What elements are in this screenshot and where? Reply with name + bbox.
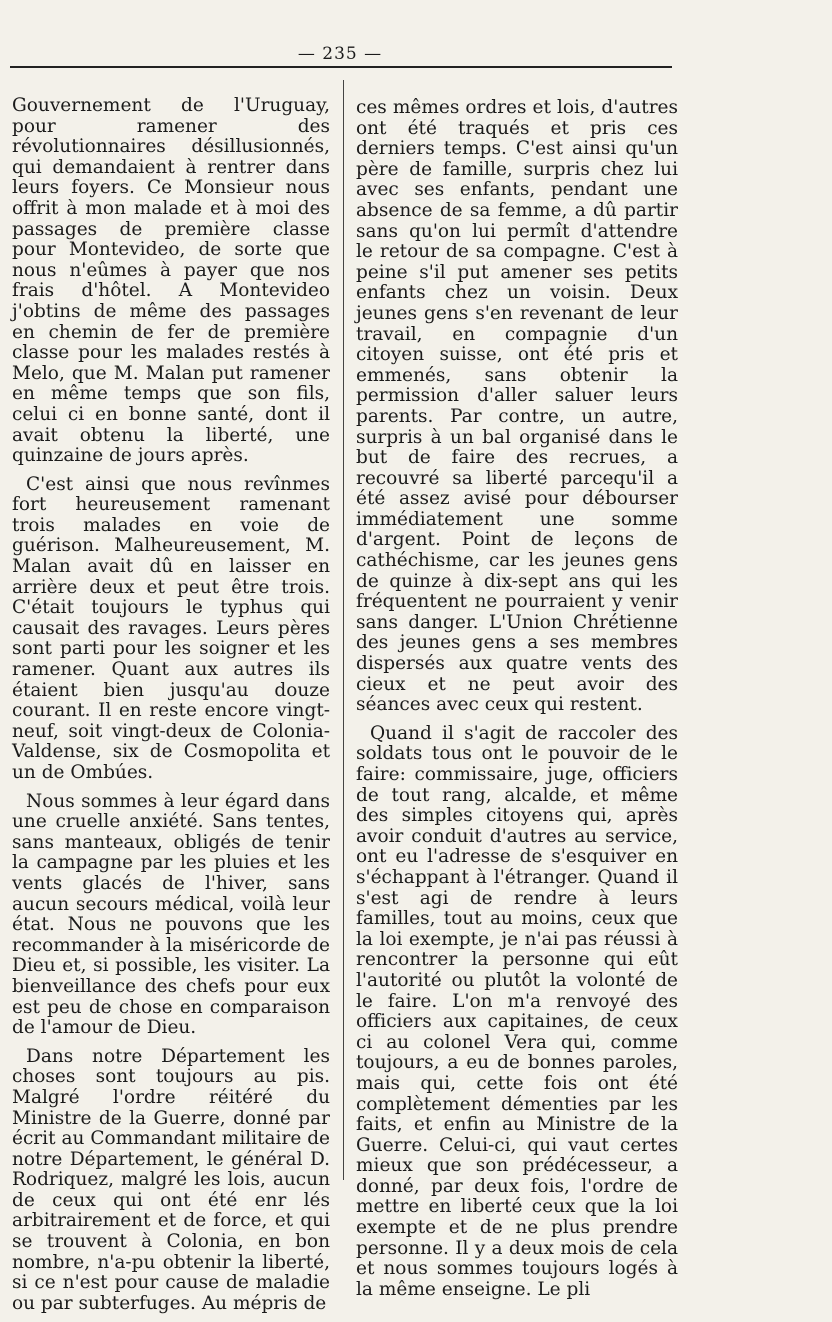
right-column: [356, 98, 678, 1308]
right-paragraph-1: ces mêmes ordres et lois, d'autres ont été traqués et pris ces derniers temps. C'est ainsi qu'un père de famille, surpris chez lui avec ses enfants, pendant une absence de sa femme, a dû partir sans qu'on lui permît d'attendre le retour de sa compagne. C'est à peine s'il put amener ses petits enfants chez un voisin. Deux jeunes gens s'en revenant de leur travail, en compagnie d'un citoyen suisse, ont été pris et emmenés, sans obtenir la permission d'aller saluer leurs parents. Par contre, un autre, surpris à un bal organisé dans le but de faire des recrues, a recouvré sa liberté parcequ'il a été assez avisé pour débourser immédiatement une somme d'argent. Point de leçons de cathéchisme, car les jeunes gens de quinze à dix-sept ans qui les fréquentent ne pourraient y venir sans danger. L'Union Chrétienne des jeunes gens a ses membres dispersés aux quatre vents des cieux et ne peut avoir des séances avec ceux qui restent.: [356, 97, 678, 716]
left-paragraph-2: C'est ainsi que nous revînmes fort heureusement ramenant trois malades en voie de guérison. Malheureusement, M. Malan avait dû en laisser en arrière deux et peut être trois. C'était toujours le typhus qui causait des ravages. Leurs pères sont parti pour les soigner et les ramener. Quant aux autres ils étaient bien jusqu'au douze courant. Il en reste encore vingt-neuf, soit vingt-deux de Colonia-Valdense, six de Cosmopolita et un de Ombúes.: [12, 473, 330, 783]
column-divider: [343, 80, 344, 1180]
left-paragraph-3: Nous sommes à leur égard dans une cruelle anxiété. Sans tentes, sans manteaux, obligés de tenir la campagne par les pluies et les vents glacés de l'hiver, sans aucun secours médical, voilà leur état. Nous ne pouvons que les recommander à la miséricorde de Dieu et, si possible, les visiter. La bienveillance des chefs pour eux est peu de chose en comparaison de l'amour de Dieu.: [12, 790, 330, 1039]
right-paragraph-2: Quand il s'agit de raccoler des soldats tous ont le pouvoir de le faire: commissaire, juge, officiers de tout rang, alcalde, et même des simples citoyens qui, après avoir conduit d'autres au service, ont eu l'adresse de s'esquiver en s'échappant à l'étranger. Quand il s'est agi de rendre à leurs familles, tout au moins, ceux que la loi exempte, je n'ai pas réussi à rencontrer la personne qui eût l'autorité ou plutôt la volonté de le faire. L'on m'a renvoyé des officiers aux capitaines, de ceux ci au colonel Vera qui, comme toujours, a eu de bonnes paroles, mais qui, cette fois ont été complètement démenties par les faits, et enfin au Ministre de la Guerre. Celui-ci, qui vaut certes mieux que son prédécesseur, a donné, par deux fois, l'ordre de mettre en liberté ceux que la loi exempte et de ne plus prendre personne. Il y a deux mois de cela et nous sommes toujours logés à la même enseigne. Le pli: [356, 722, 678, 1300]
header-rule: [10, 66, 672, 68]
left-paragraph-1: Gouvernement de l'Uruguay, pour ramener des révolutionnaires désillusionnés, qui demandaient à rentrer dans leurs foyers. Ce Monsieur nous offrit à mon malade et à moi des passages de première classe pour Montevideo, de sorte que nous n'eûmes à payer que nos frais d'hôtel. A Montevideo j'obtins de même des passages en chemin de fer de première classe pour les malades restés à Melo, que M. Malan put ramener en même temps que son fils, celui ci en bonne santé, dont il avait obtenu la liberté, une quinzaine de jours après.: [12, 95, 330, 467]
left-paragraph-4: Dans notre Département les choses sont toujours au pis. Malgré l'ordre réitéré du Ministre de la Guerre, donné par écrit au Commandant militaire de notre Département, le général D. Rodriquez, malgré les lois, aucun de ceux qui ont été enr lés arbitrairement et de force, et qui se trouvent à Colonia, en bon nombre, n'a-pu obtenir la liberté, si ce n'est pour cause de maladie ou par subterfuges. Au mépris de: [12, 1045, 330, 1314]
left-column: [12, 96, 330, 1322]
page-number: — 235 —: [297, 44, 383, 64]
